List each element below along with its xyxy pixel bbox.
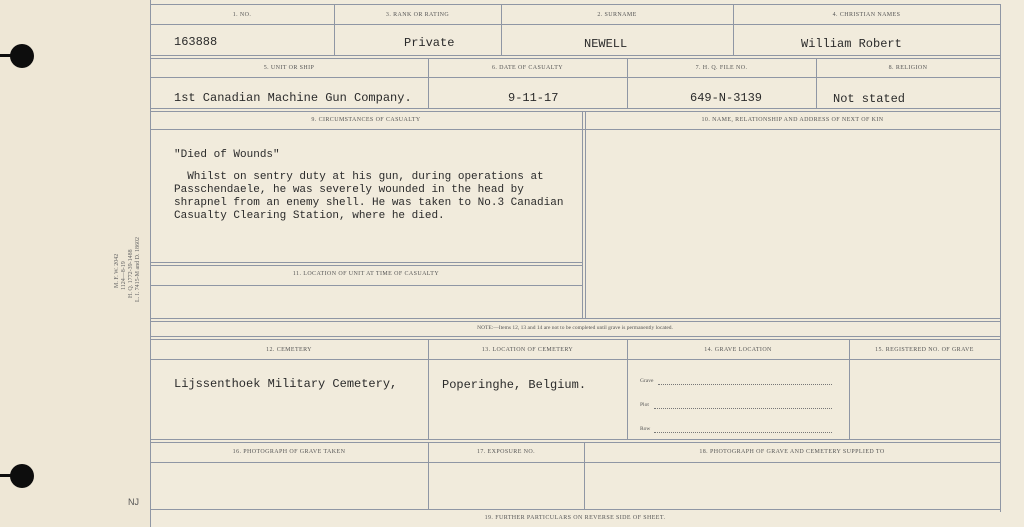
- rule: [150, 55, 1000, 56]
- date-value: 9-11-17: [508, 91, 559, 105]
- printer-mark-3: H. Q. 1772-39-1488: [128, 249, 134, 298]
- header-religion: 8. RELIGION: [888, 65, 928, 71]
- plot-field-line: [654, 408, 832, 409]
- header-exposure: 17. EXPOSURE NO.: [476, 449, 536, 455]
- rule: [150, 462, 1000, 463]
- rule: [150, 129, 1000, 130]
- rank-value: Private: [404, 36, 455, 50]
- rule: [150, 359, 1000, 360]
- header-christian-names: 4. CHRISTIAN NAMES: [832, 12, 901, 18]
- rule: [150, 442, 1000, 443]
- unit-value: 1st Canadian Machine Gun Company.: [174, 91, 412, 105]
- cemetery-value: Lijssenthoek Military Cemetery,: [174, 377, 398, 391]
- grave-field-line: [658, 384, 832, 385]
- regimental-number: 163888: [174, 35, 218, 49]
- header-circumstances: 9. CIRCUMSTANCES OF CASUALTY: [311, 117, 421, 123]
- header-no: 1. NO.: [232, 12, 252, 18]
- grave-note: NOTE:—Items 12, 13 and 14 are not to be completed until grave is permanently located.: [477, 325, 673, 331]
- rule: [582, 111, 583, 318]
- circumstances-title: "Died of Wounds": [174, 149, 280, 161]
- rule: [150, 509, 1000, 510]
- printer-mark-4: L. I. 7415-M and D. 18602: [135, 237, 141, 302]
- rule: [849, 339, 850, 439]
- rule: [150, 265, 582, 266]
- circumstances-body: Whilst on sentry duty at his gun, during operations at Passchendaele, he was severely wounded in the head by shrapnel from an enemy shell. He was taken to No.3 Canadian Casualty Clearing Station, where he died.: [174, 171, 564, 222]
- header-surname: 2. SURNAME: [597, 12, 637, 18]
- header-registered-no: 15. REGISTERED NO. OF GRAVE: [875, 347, 974, 353]
- header-grave-location: 14. GRAVE LOCATION: [704, 347, 772, 353]
- header-photo-taken: 16. PHOTOGRAPH OF GRAVE TAKEN: [232, 449, 346, 455]
- rule: [150, 77, 1000, 78]
- clerk-initials: NJ: [128, 497, 139, 507]
- christian-names-value: William Robert: [801, 37, 902, 51]
- header-unit: 5. UNIT OR SHIP: [263, 65, 315, 71]
- religion-value: Not stated: [833, 92, 906, 106]
- rule: [428, 339, 429, 439]
- header-hq-file: 7. H. Q. FILE NO.: [695, 65, 748, 71]
- form-right-border: [1000, 4, 1001, 512]
- header-cemetery: 12. CEMETERY: [266, 347, 312, 353]
- rule: [150, 439, 1000, 440]
- footer-further-particulars: 19. FURTHER PARTICULARS ON REVERSE SIDE OF SHEET.: [484, 515, 666, 521]
- header-location-of-unit: 11. LOCATION OF UNIT AT TIME OF CASUALTY: [292, 271, 440, 277]
- rule: [585, 111, 586, 318]
- location-of-cemetery-value: Poperinghe, Belgium.: [442, 378, 587, 392]
- rule: [150, 285, 582, 286]
- printer-mark-1: M. F. W. 2042: [114, 253, 120, 288]
- rule: [150, 336, 1000, 337]
- rule: [150, 4, 1000, 5]
- grave-field-label: Grave: [640, 378, 654, 384]
- punch-hole-top: [10, 44, 34, 68]
- rule: [150, 108, 1000, 109]
- rule: [150, 24, 1000, 25]
- rule: [150, 321, 1000, 322]
- rule: [150, 262, 582, 263]
- rule: [150, 318, 1000, 319]
- form-left-border: [150, 0, 151, 527]
- header-date: 6. DATE OF CASUALTY: [491, 65, 564, 71]
- header-next-of-kin: 10. NAME, RELATIONSHIP AND ADDRESS OF NEXT OF KIN: [701, 117, 884, 123]
- hq-file-value: 649-N-3139: [690, 91, 763, 105]
- header-rank: 3. RANK OR RATING: [385, 12, 450, 18]
- printer-mark-2: 1124—8-19: [121, 261, 127, 290]
- punch-hole-bottom: [10, 464, 34, 488]
- header-photo-supplied: 18. PHOTOGRAPH OF GRAVE AND CEMETERY SUPPLIED TO: [699, 449, 885, 455]
- plot-field-label: Plot: [640, 402, 649, 408]
- rule: [150, 58, 1000, 59]
- header-location-of-cemetery: 13. LOCATION OF CEMETERY: [481, 347, 574, 353]
- row-field-line: [654, 432, 832, 433]
- row-field-label: Row: [640, 426, 651, 432]
- rule: [627, 339, 628, 439]
- rule: [150, 339, 1000, 340]
- surname-value: NEWELL: [584, 37, 628, 51]
- rule: [150, 111, 1000, 112]
